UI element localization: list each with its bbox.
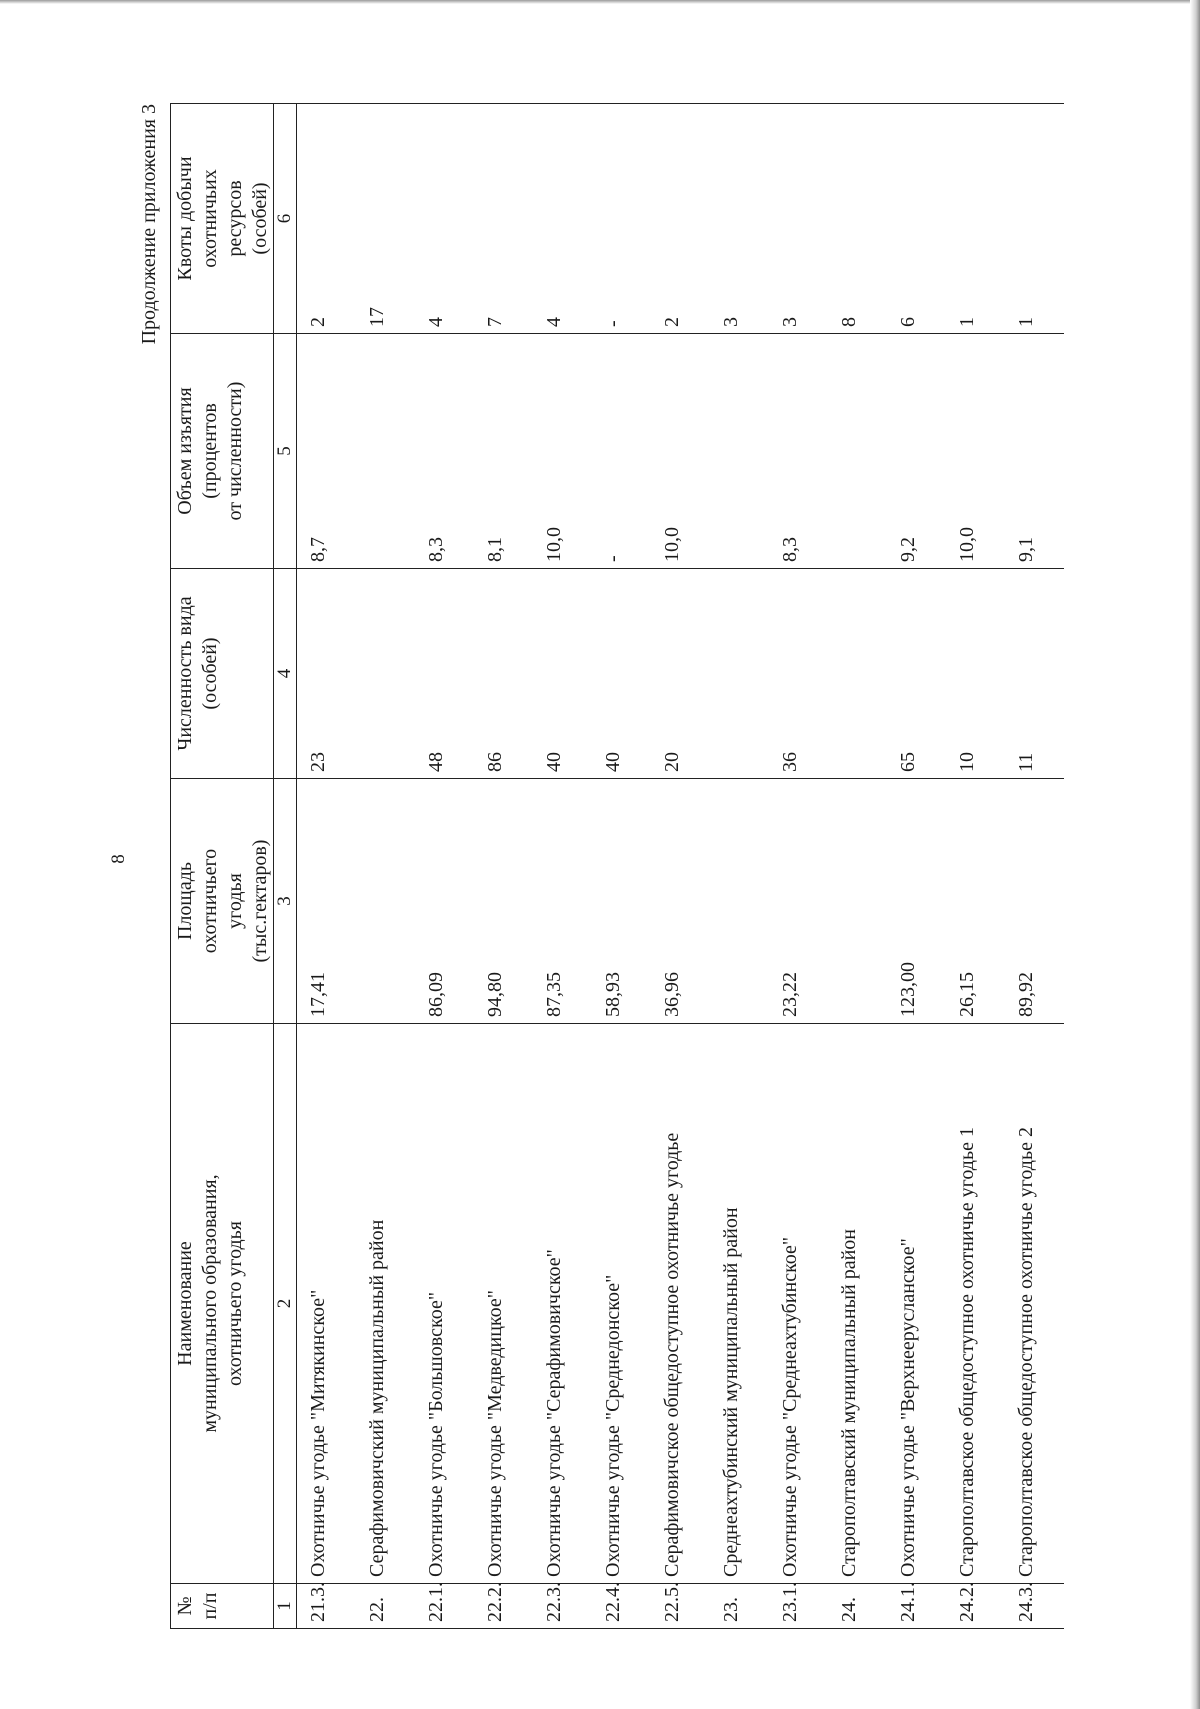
row-name: Охотничье угодье "Митякинское" bbox=[297, 1024, 357, 1584]
row-quota: 1 bbox=[946, 104, 1005, 334]
row-number: 23.1. bbox=[769, 1584, 828, 1629]
column-number-4: 4 bbox=[274, 569, 297, 779]
row-name: Среднеахтубинский муниципальный район bbox=[710, 1024, 769, 1584]
column-header-6: Квоты добычи охотничьих ресурсов (особей) bbox=[171, 104, 274, 334]
continuation-heading: Продолжение приложения 3 bbox=[138, 104, 160, 345]
row-quota: 17 bbox=[356, 104, 415, 334]
table-body bbox=[297, 104, 1065, 1629]
row-count: 20 bbox=[651, 569, 710, 779]
table-row bbox=[415, 104, 474, 1629]
table-row bbox=[356, 104, 415, 1629]
row-count: 11 bbox=[1005, 569, 1064, 779]
table-row bbox=[592, 104, 651, 1629]
row-number: 22.2. bbox=[474, 1584, 533, 1629]
row-area: 58,93 bbox=[592, 779, 651, 1024]
row-number: 24. bbox=[828, 1584, 887, 1629]
column-number-2: 2 bbox=[274, 1024, 297, 1584]
row-quota: - bbox=[592, 104, 651, 334]
table-row bbox=[769, 104, 828, 1629]
column-header-5: Объем изъятия (процентов от численности) bbox=[171, 334, 274, 569]
row-name: Охотничье угодье "Среднеахтубинское" bbox=[769, 1024, 828, 1584]
column-number-3: 3 bbox=[274, 779, 297, 1024]
row-name: Серафимовичский муниципальный район bbox=[356, 1024, 415, 1584]
row-count: 86 bbox=[474, 569, 533, 779]
row-quota: 2 bbox=[651, 104, 710, 334]
row-rate: 8,7 bbox=[297, 334, 357, 569]
row-rate bbox=[356, 334, 415, 569]
table-row bbox=[1005, 104, 1064, 1629]
column-number-5: 5 bbox=[274, 334, 297, 569]
row-rate: 8,1 bbox=[474, 334, 533, 569]
row-quota: 3 bbox=[710, 104, 769, 334]
column-number-1: 1 bbox=[274, 1584, 297, 1629]
row-rate: 8,3 bbox=[415, 334, 474, 569]
row-name: Серафимовичское общедоступное охотничье угодье bbox=[651, 1024, 710, 1584]
table-row bbox=[297, 104, 357, 1629]
row-count: 40 bbox=[533, 569, 592, 779]
row-rate: 10,0 bbox=[533, 334, 592, 569]
quota-table bbox=[170, 103, 1064, 1629]
table-row bbox=[651, 104, 710, 1629]
row-rate bbox=[828, 334, 887, 569]
row-count bbox=[710, 569, 769, 779]
row-quota: 4 bbox=[533, 104, 592, 334]
row-area: 89,92 bbox=[1005, 779, 1064, 1024]
row-name: Старополтавский муниципальный район bbox=[828, 1024, 887, 1584]
row-area bbox=[356, 779, 415, 1024]
row-quota: 8 bbox=[828, 104, 887, 334]
table-row bbox=[828, 104, 887, 1629]
row-area: 23,22 bbox=[769, 779, 828, 1024]
table-row bbox=[474, 104, 533, 1629]
row-count: 65 bbox=[887, 569, 946, 779]
row-count: 36 bbox=[769, 569, 828, 779]
row-quota: 3 bbox=[769, 104, 828, 334]
table-row bbox=[533, 104, 592, 1629]
row-name: Старополтавское общедоступное охотничье угодье 1 bbox=[946, 1024, 1005, 1584]
row-area: 87,35 bbox=[533, 779, 592, 1024]
row-name: Охотничье угодье "Большовское" bbox=[415, 1024, 474, 1584]
column-number-6: 6 bbox=[274, 104, 297, 334]
row-name: Охотничье угодье "Медведицкое" bbox=[474, 1024, 533, 1584]
row-number: 23. bbox=[710, 1584, 769, 1629]
page-number: 8 bbox=[108, 854, 129, 864]
row-number: 21.3. bbox=[297, 1584, 357, 1629]
row-area: 123,00 bbox=[887, 779, 946, 1024]
row-name: Старополтавское общедоступное охотничье угодье 2 bbox=[1005, 1024, 1064, 1584]
row-number: 24.2. bbox=[946, 1584, 1005, 1629]
row-name: Охотничье угодье "Серафимовичское" bbox=[533, 1024, 592, 1584]
table-row bbox=[946, 104, 1005, 1629]
row-rate: 10,0 bbox=[946, 334, 1005, 569]
row-rate: 9,1 bbox=[1005, 334, 1064, 569]
column-header-1: № п/п bbox=[171, 1584, 274, 1629]
row-area: 36,96 bbox=[651, 779, 710, 1024]
row-name: Охотничье угодье "Среднедонское" bbox=[592, 1024, 651, 1584]
row-name: Охотничье угодье "Верхнеерусланское" bbox=[887, 1024, 946, 1584]
row-number: 22.5. bbox=[651, 1584, 710, 1629]
row-area bbox=[828, 779, 887, 1024]
row-area: 26,15 bbox=[946, 779, 1005, 1024]
row-rate: 8,3 bbox=[769, 334, 828, 569]
row-quota: 2 bbox=[297, 104, 357, 334]
row-area bbox=[710, 779, 769, 1024]
row-quota: 6 bbox=[887, 104, 946, 334]
row-quota: 7 bbox=[474, 104, 533, 334]
table-header-row bbox=[171, 104, 274, 1629]
row-number: 22.4. bbox=[592, 1584, 651, 1629]
row-count bbox=[828, 569, 887, 779]
row-quota: 4 bbox=[415, 104, 474, 334]
row-count: 10 bbox=[946, 569, 1005, 779]
row-rate: 10,0 bbox=[651, 334, 710, 569]
row-rate: 9,2 bbox=[887, 334, 946, 569]
row-rate bbox=[710, 334, 769, 569]
row-number: 22.3. bbox=[533, 1584, 592, 1629]
row-area: 94,80 bbox=[474, 779, 533, 1024]
column-number-row bbox=[274, 104, 297, 1629]
row-number: 22.1. bbox=[415, 1584, 474, 1629]
table-row bbox=[887, 104, 946, 1629]
row-area: 17,41 bbox=[297, 779, 357, 1024]
column-header-3: Площадь охотничьего угодья (тыс.гектаров) bbox=[171, 779, 274, 1024]
row-number: 22. bbox=[356, 1584, 415, 1629]
row-count: 48 bbox=[415, 569, 474, 779]
row-count: 40 bbox=[592, 569, 651, 779]
row-number: 24.1. bbox=[887, 1584, 946, 1629]
row-quota: 1 bbox=[1005, 104, 1064, 334]
row-count bbox=[356, 569, 415, 779]
row-rate: - bbox=[592, 334, 651, 569]
row-number: 24.3. bbox=[1005, 1584, 1064, 1629]
row-area: 86,09 bbox=[415, 779, 474, 1024]
column-header-2: Наименование муниципального образования, охотничьего угодья bbox=[171, 1024, 274, 1584]
column-header-4: Численность вида (особей) bbox=[171, 569, 274, 779]
table-row bbox=[710, 104, 769, 1629]
row-count: 23 bbox=[297, 569, 357, 779]
